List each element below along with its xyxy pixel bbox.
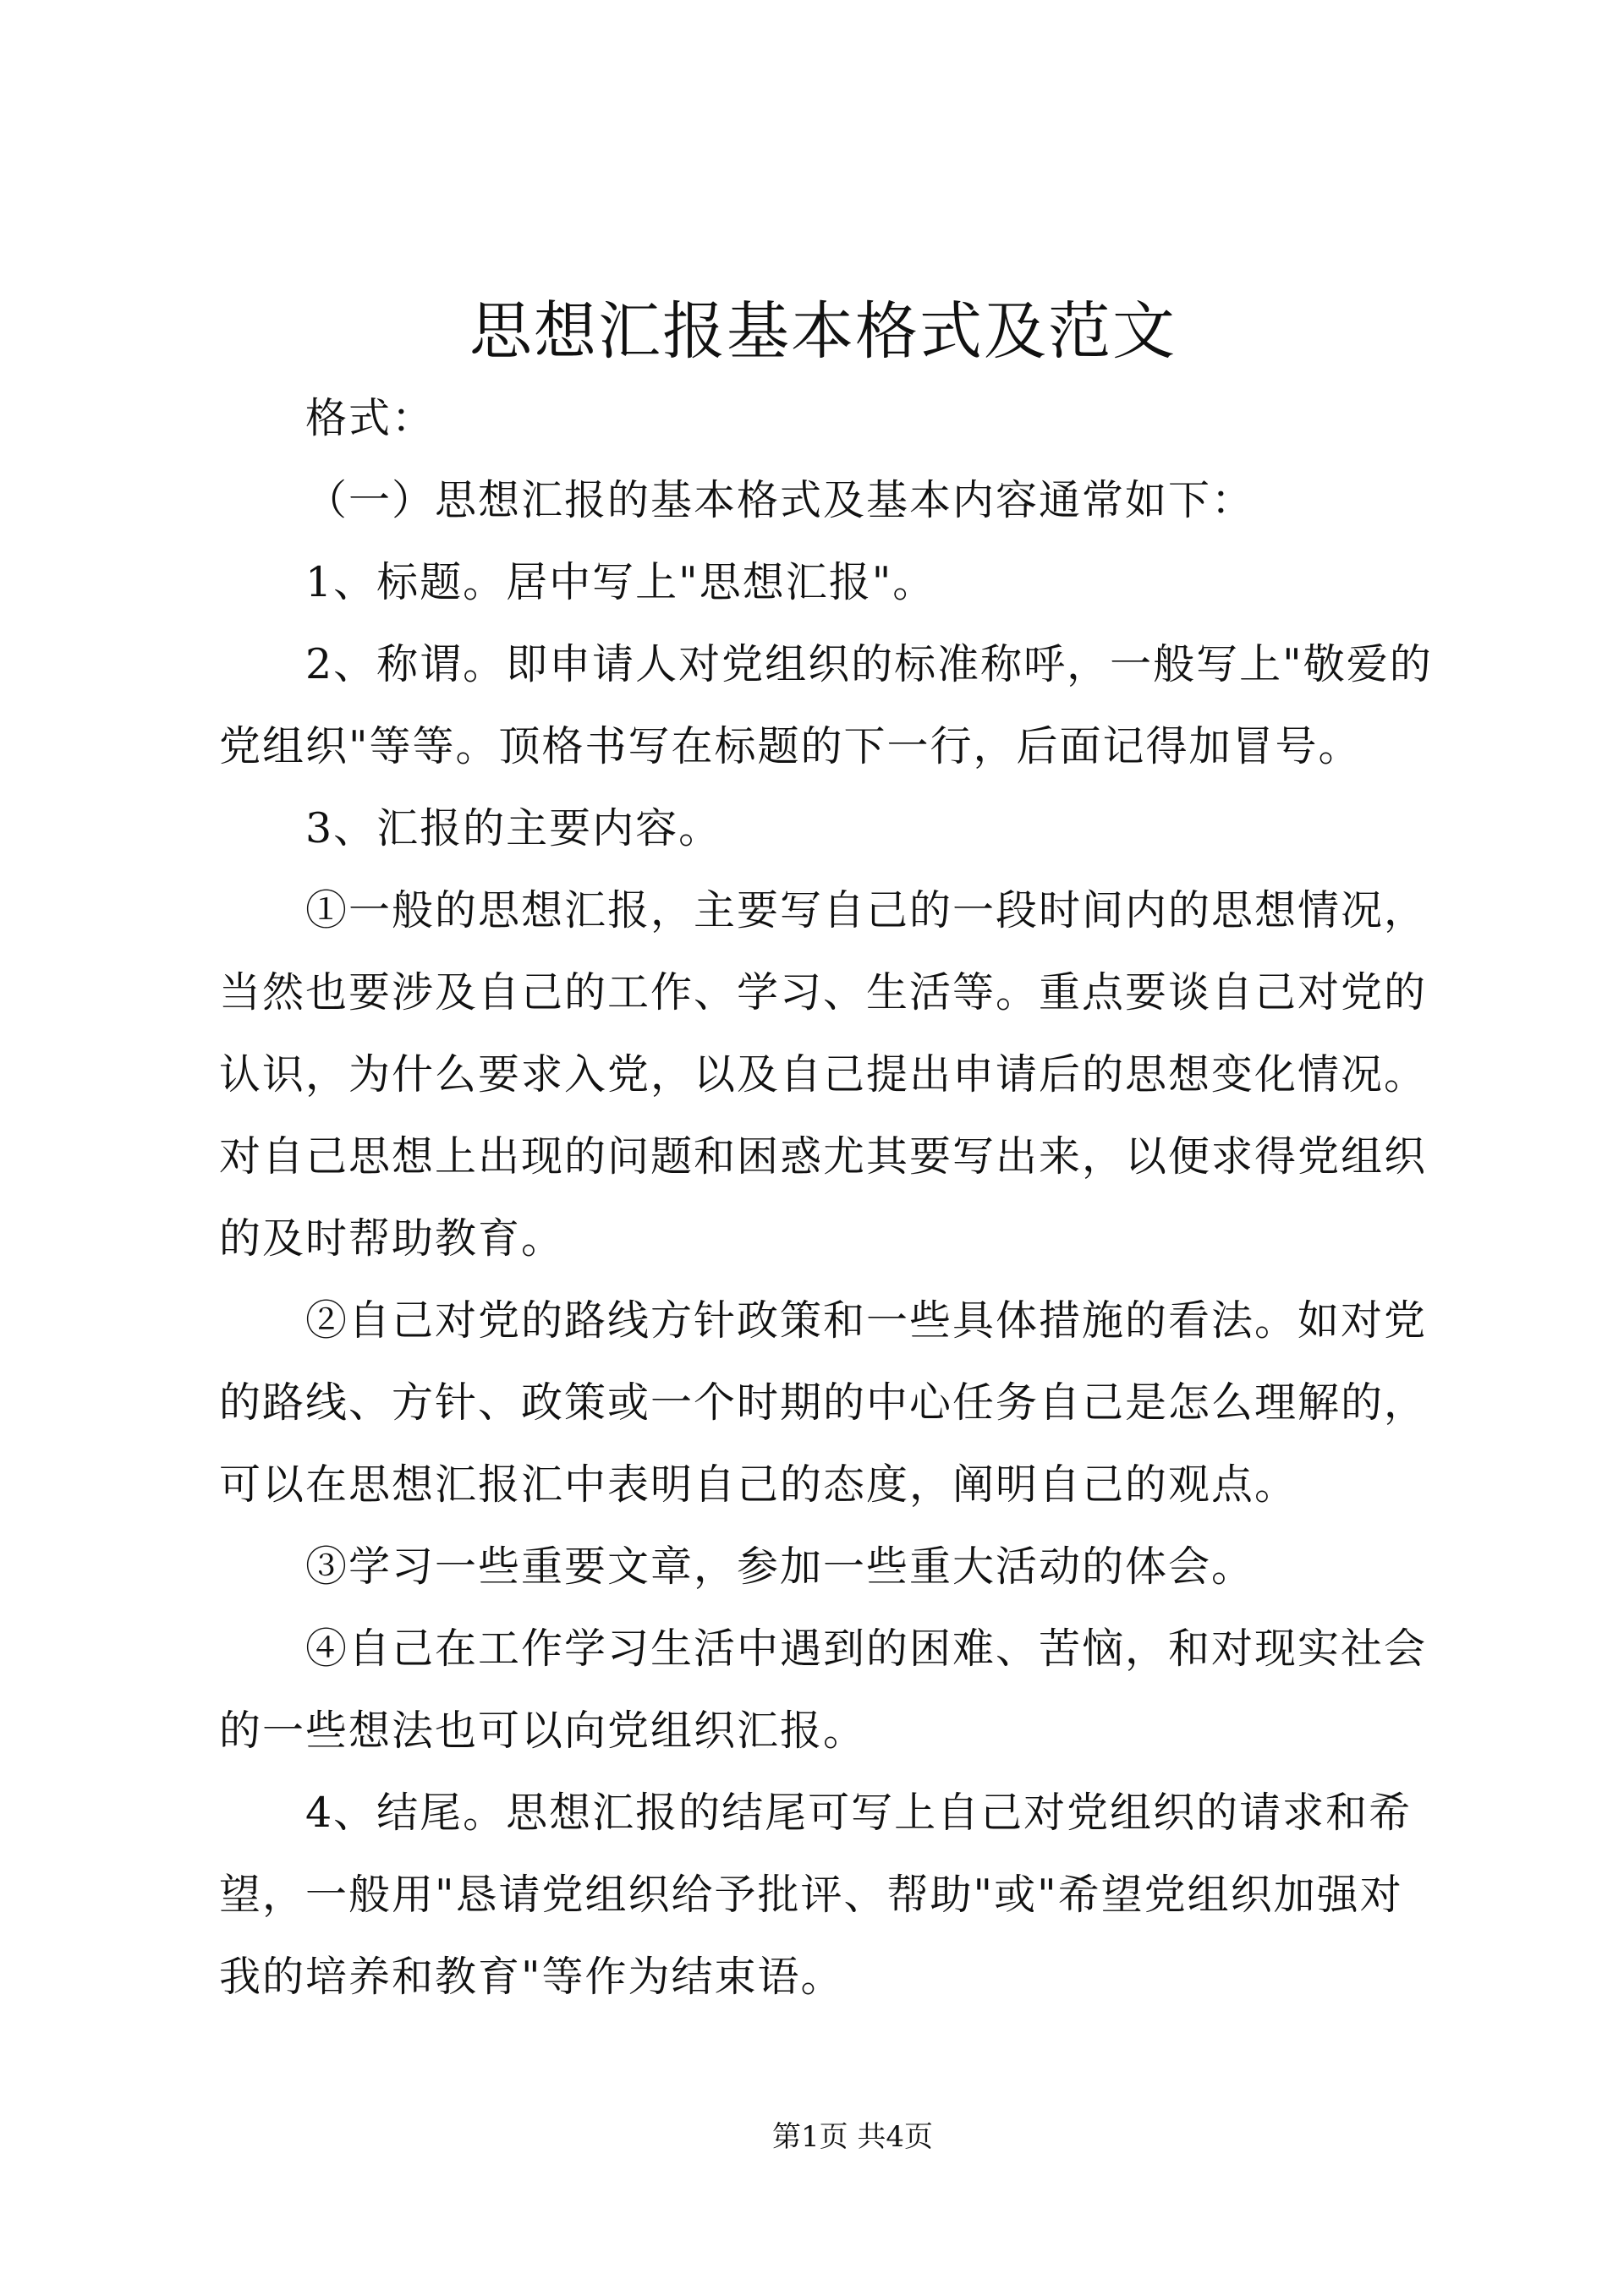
text-line: 可以在思想汇报汇中表明自己的态度，阐明自己的观点。 <box>219 1460 1298 1509</box>
text-line: ②自己对党的路线方针政策和一些具体措施的看法。如对党 <box>305 1296 1428 1345</box>
page-footer: 第1页 共4页 <box>771 2120 934 2154</box>
text-line: 4、结尾。思想汇报的结尾可写上自己对党组织的请求和希 <box>305 1789 1413 1837</box>
text-line: （一）思想汇报的基本格式及基本内容通常如下： <box>305 476 1255 524</box>
text-line: 我的培养和教育"等作为结束语。 <box>219 1953 844 2001</box>
document-title: 思想汇报基本格式及范文 <box>469 295 1177 368</box>
text-line: 格式： <box>305 394 436 442</box>
text-line: 当然也要涉及自己的工作、学习、生活等。重点要谈自己对党的 <box>219 968 1428 1016</box>
text-line: ①一般的思想汇报，主要写自己的一段时间内的思想情况， <box>305 886 1428 934</box>
text-line: 2、称谓。即申请人对党组织的标准称呼，一般写上"敬爱的 <box>305 640 1433 688</box>
text-line: 的一些想法也可以向党组织汇报。 <box>219 1707 867 1755</box>
text-line: 3、汇报的主要内容。 <box>305 804 722 852</box>
text-line: 的及时帮助教育。 <box>219 1214 565 1263</box>
text-line: 认识，为什么要求入党，以及自己提出申请后的思想变化情况。 <box>219 1050 1428 1099</box>
text-line: ④自己在工作学习生活中遇到的困难、苦恼，和对现实社会 <box>305 1625 1428 1673</box>
text-line: 对自己思想上出现的问题和困惑尤其要写出来，以便求得党组织 <box>219 1132 1428 1181</box>
text-line: ③学习一些重要文章，参加一些重大活动的体会。 <box>305 1543 1255 1591</box>
document-body <box>219 377 1433 2018</box>
text-line: 1、标题。居中写上"思想汇报"。 <box>305 558 936 606</box>
text-line: 望，一般用"恳请党组织给予批评、帮助"或"希望党组织加强对 <box>219 1871 1403 1919</box>
text-line: 的路线、方针、政策或一个时期的中心任务自己是怎么理解的， <box>219 1378 1428 1427</box>
text-line: 党组织"等等。顶格书写在标题的下一行，后面记得加冒号。 <box>219 722 1362 770</box>
